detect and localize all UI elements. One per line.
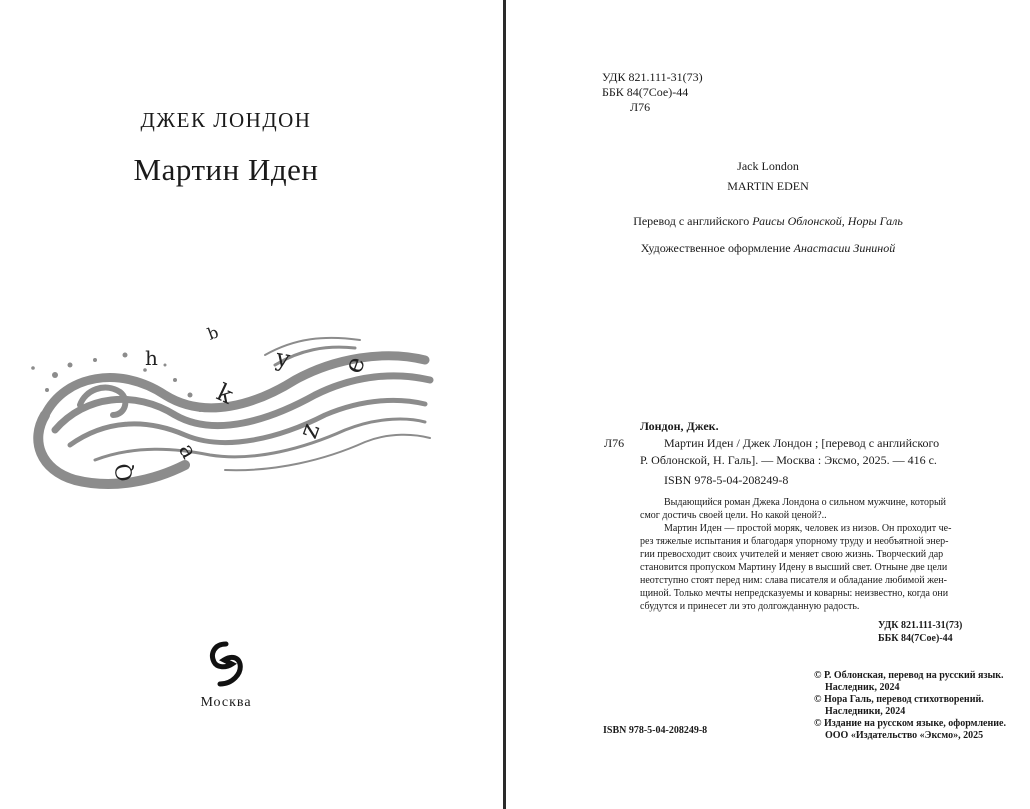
translation-credit bbox=[506, 214, 1030, 228]
catalog-line: Р. Облонской, Н. Галь]. — Москва : Эксмо, 2025. — 416 с. bbox=[640, 453, 937, 467]
copyright-line: Наследники, 2024 bbox=[825, 706, 906, 717]
bbk-code: ББК 84(7Сое)-44 bbox=[602, 85, 689, 99]
catalog-sign: Л76 bbox=[604, 436, 625, 450]
catalog-heading: Лондон, Джек. bbox=[640, 419, 719, 433]
isbn-bottom: ISBN 978-5-04-208249-8 bbox=[603, 725, 708, 736]
decoration-letter: Q bbox=[111, 461, 139, 484]
catalog-line: Мартин Иден / Джек Лондон ; [перевод с английского bbox=[664, 436, 940, 450]
decoration-letter: z bbox=[293, 419, 327, 443]
design-credit bbox=[506, 241, 1030, 255]
copyright-line: © Нора Галь, перевод стихотворений. bbox=[814, 694, 984, 705]
title-page bbox=[0, 0, 503, 809]
annotation-line: гии превосходит своих учителей и меняет свою жизнь. Творческий дар bbox=[640, 549, 944, 560]
wave-illustration bbox=[25, 320, 435, 510]
author-name: ДЖЕК ЛОНДОН bbox=[140, 108, 312, 132]
original-title: MARTIN EDEN bbox=[727, 179, 809, 193]
catalog-bbk: ББК 84(7Сое)-44 bbox=[878, 633, 953, 644]
annotation-line: Выдающийся роман Джека Лондона о сильном мужчине, который bbox=[664, 497, 947, 508]
translation-prefix: Перевод с английского bbox=[633, 214, 753, 228]
original-author: Jack London bbox=[737, 159, 799, 173]
translator-names: Раисы Облонской, Норы Галь bbox=[752, 214, 903, 228]
decoration-letter: b bbox=[204, 322, 221, 344]
copyright-line: ООО «Издательство «Эксмо», 2025 bbox=[825, 730, 984, 741]
annotation-line: неотступно стоят перед ним: слава писателя и обладание любимой жен- bbox=[640, 575, 947, 586]
designer-name: Анастасии Зининой bbox=[793, 241, 896, 255]
catalog-udk: УДК 821.111-31(73) bbox=[878, 620, 963, 631]
book-title: Мартин Иден bbox=[133, 152, 319, 187]
copyright-line: © Издание на русском языке, оформление. bbox=[814, 718, 1006, 729]
decoration-letter: h bbox=[145, 346, 158, 370]
copyright-page bbox=[506, 0, 1030, 809]
copyright-line: © Р. Облонская, перевод на русский язык. bbox=[814, 670, 1004, 681]
annotation-line: рез тяжелые испытания и благодаря упорному труду и необъятной энер- bbox=[640, 536, 949, 547]
publication-city: Москва bbox=[200, 695, 252, 710]
eksmo-logo-icon bbox=[208, 640, 244, 688]
annotation-line: становится пропуском Мартину Идену в высший свет. Отныне две цели bbox=[640, 562, 948, 573]
annotation-line: щиной. Только мечты непредсказуемы и коварны: неизвестно, когда они bbox=[640, 588, 949, 599]
udk-code: УДК 821.111-31(73) bbox=[602, 70, 703, 84]
decoration-letter: k bbox=[212, 378, 238, 410]
author-sign: Л76 bbox=[630, 100, 651, 114]
annotation-line: сбудутся и принесет ли это долгожданную радость. bbox=[640, 601, 860, 612]
catalog-isbn: ISBN 978-5-04-208249-8 bbox=[664, 473, 789, 487]
decoration-letter: e bbox=[338, 352, 372, 378]
design-prefix: Художественное оформление bbox=[640, 241, 794, 255]
annotation-line: Мартин Иден — простой моряк, человек из низов. Он проходит че- bbox=[664, 523, 952, 534]
copyright-line: Наследник, 2024 bbox=[825, 682, 900, 693]
decoration-letter: y bbox=[273, 343, 293, 374]
decoration-letter: ɐ bbox=[171, 440, 201, 465]
annotation-line: смог достичь своей цели. Но какой ценой?.. bbox=[640, 510, 827, 521]
